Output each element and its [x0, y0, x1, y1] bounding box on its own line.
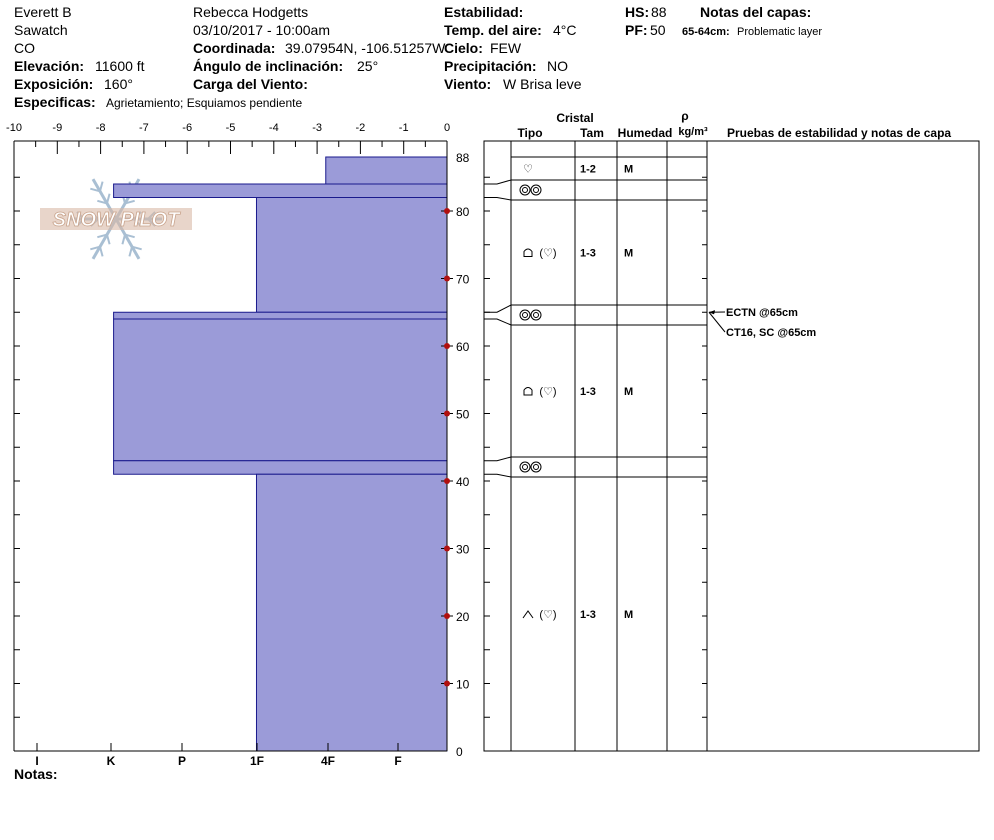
specifics-value: Agrietamiento; Esquiamos pendiente — [106, 96, 303, 110]
height-tick-label: 70 — [456, 272, 470, 287]
temperature-marker — [444, 681, 450, 687]
hs-value: 88 — [651, 4, 667, 20]
height-tick-label: 30 — [456, 542, 470, 557]
hardness-bar — [114, 184, 447, 198]
temperature-tick-label: -1 — [398, 122, 409, 134]
hardness-bar — [114, 312, 447, 319]
crystal-surface-hoar-icon — [520, 462, 541, 472]
glyph-text: (♡) — [539, 609, 557, 621]
logo-text: SNOW PILOT — [52, 209, 180, 231]
layer-boundary-line — [484, 474, 707, 477]
crystal-depth-hoar-icon — [523, 609, 557, 621]
wind-value: W Brisa leve — [503, 76, 582, 92]
layer-boundary-line — [484, 319, 707, 325]
layer-moisture: M — [624, 609, 634, 621]
stability-label: Estabilidad: — [444, 4, 524, 20]
hardness-bar — [114, 319, 447, 461]
observer-name: Everett B — [14, 4, 72, 20]
layer-moisture: M — [624, 247, 634, 260]
tests-header: Pruebas de estabilidad y notas de capa — [727, 126, 952, 140]
precipitation-label: Precipitación: — [444, 58, 537, 74]
hardness-tick-label: P — [177, 754, 187, 768]
glyph-shape — [523, 611, 533, 618]
elevation-label: Elevación: — [14, 58, 85, 74]
temperature-marker — [444, 411, 450, 417]
height-tick-label: 50 — [456, 407, 470, 422]
mountain-range: Sawatch — [14, 22, 68, 38]
hardness-tick-label: 1F — [249, 754, 265, 768]
snowflake-branch — [129, 247, 132, 257]
stability-test-leader — [709, 312, 725, 332]
glyph-text: (♡) — [539, 386, 557, 398]
temperature-tick-label: -5 — [225, 122, 236, 134]
temperature-tick-label: -3 — [312, 122, 322, 134]
glyph-outer — [520, 310, 530, 320]
temperature-tick-label: -2 — [355, 122, 366, 134]
temperature-marker — [444, 343, 450, 349]
height-tick-label: 88 — [456, 151, 470, 165]
crystal-surface-hoar-icon — [520, 185, 541, 195]
temperature-marker — [444, 546, 450, 552]
snowflake-branch — [100, 247, 103, 257]
layer-notes-title: Notas del capas: — [700, 4, 812, 20]
temperature-tick-label: -6 — [182, 122, 193, 134]
glyph-outer — [520, 462, 530, 472]
hardness-bar — [326, 157, 447, 184]
layer-moisture: M — [624, 163, 634, 176]
snowflake-branch — [122, 235, 125, 245]
slope-label: Ángulo de inclinación: — [193, 58, 344, 74]
aspect-value: 160° — [104, 76, 133, 92]
glyph-inner — [523, 188, 528, 193]
crystal-rounded-faceted-icon — [524, 386, 557, 398]
pf-label: PF: — [625, 22, 648, 38]
temperature-marker — [444, 613, 450, 619]
moisture-header: Humedad — [617, 126, 673, 140]
layer-size: 1-3 — [580, 386, 596, 398]
notes-label: Notas: — [14, 766, 58, 782]
stability-test-label: CT16, SC @65cm — [726, 327, 817, 339]
glyph-outer — [531, 462, 541, 472]
height-tick-label: 40 — [456, 475, 470, 489]
size-header: Tam — [580, 126, 604, 140]
glyph-outer — [531, 310, 541, 320]
snowflake-branch — [100, 182, 103, 192]
air-temp-value: 4°C — [553, 22, 577, 38]
glyph-outer — [531, 185, 541, 195]
aspect-label: Exposición: — [14, 76, 94, 92]
glyph-inner — [523, 465, 528, 470]
layer-size: 1-3 — [580, 609, 596, 621]
state: CO — [14, 40, 35, 56]
crystal-dendrite-icon — [523, 164, 533, 176]
observation-datetime: 03/10/2017 - 10:00am — [193, 22, 330, 38]
layer-boundary-line — [484, 198, 707, 201]
glyph-shape — [524, 388, 532, 396]
temperature-tick-label: -8 — [95, 122, 106, 134]
sky-value: FEW — [490, 40, 522, 56]
temperature-marker — [444, 478, 450, 484]
density-symbol: ρ — [681, 109, 689, 123]
crystal-rounded-faceted-icon — [524, 248, 557, 260]
wind-load-label: Carga del Viento: — [193, 76, 308, 92]
precipitation-value: NO — [547, 58, 568, 74]
glyph-inner — [534, 188, 539, 193]
temperature-tick-label: -10 — [6, 122, 22, 134]
author-name: Rebecca Hodgetts — [193, 4, 309, 20]
coordinate-label: Coordinada: — [193, 40, 276, 56]
pf-value: 50 — [650, 22, 666, 38]
layer-note-text: Problematic layer — [737, 26, 822, 38]
glyph-text: (♡) — [539, 247, 557, 260]
height-tick-label: 80 — [456, 205, 470, 219]
hardness-bar — [114, 461, 447, 475]
hardness-tick-label: F — [394, 754, 402, 768]
temperature-tick-label: 0 — [443, 122, 451, 134]
crystal-header: Cristal — [556, 111, 594, 125]
hardness-tick-label: K — [106, 754, 116, 768]
type-header: Tipo — [517, 126, 543, 140]
height-tick-label: 60 — [456, 340, 470, 354]
temperature-tick-label: -4 — [268, 122, 279, 134]
hardness-tick-label: 4F — [320, 754, 336, 768]
slope-value: 25° — [357, 58, 379, 74]
glyph-inner — [523, 313, 528, 318]
temperature-tick-label: -7 — [139, 122, 149, 134]
height-tick-label: 0 — [456, 745, 463, 759]
layer-boundary-line — [484, 457, 707, 461]
snowflake-branch — [107, 194, 110, 204]
layer-moisture: M — [624, 386, 634, 398]
layer-boundary-line — [484, 305, 707, 312]
hardness-tick-label: I — [35, 754, 39, 768]
specifics-label: Especificas: — [14, 94, 96, 110]
glyph-inner — [534, 313, 539, 318]
height-tick-label: 20 — [456, 610, 470, 624]
glyph-text: ♡ — [523, 163, 533, 176]
hardness-bar — [256, 198, 447, 313]
hs-label: HS: — [625, 4, 650, 20]
temperature-marker — [444, 276, 450, 282]
glyph-outer — [520, 185, 530, 195]
temperature-marker — [444, 208, 450, 214]
layer-note-range: 65-64cm: — [682, 26, 730, 38]
sky-label: Cielo: — [444, 40, 483, 56]
density-unit-header: kg/m³ — [678, 126, 708, 138]
layer-size: 1-2 — [580, 163, 596, 176]
snowflake-branch — [107, 235, 110, 245]
layer-table-frame — [484, 141, 979, 751]
coordinate-value: 39.07954N, -106.51257W — [285, 40, 446, 56]
height-tick-label: 10 — [456, 677, 470, 692]
elevation-value: 11600 ft — [95, 58, 145, 74]
hardness-bar — [256, 474, 447, 751]
layer-size: 1-3 — [580, 247, 596, 260]
air-temp-label: Temp. del aire: — [444, 22, 542, 38]
temperature-tick-label: -9 — [52, 122, 63, 134]
layer-boundary-line — [484, 180, 707, 184]
crystal-surface-hoar-icon — [520, 310, 541, 320]
glyph-inner — [534, 465, 539, 470]
stability-test-label: ECTN @65cm — [726, 307, 798, 319]
glyph-shape — [524, 249, 532, 257]
wind-label: Viento: — [444, 76, 492, 92]
